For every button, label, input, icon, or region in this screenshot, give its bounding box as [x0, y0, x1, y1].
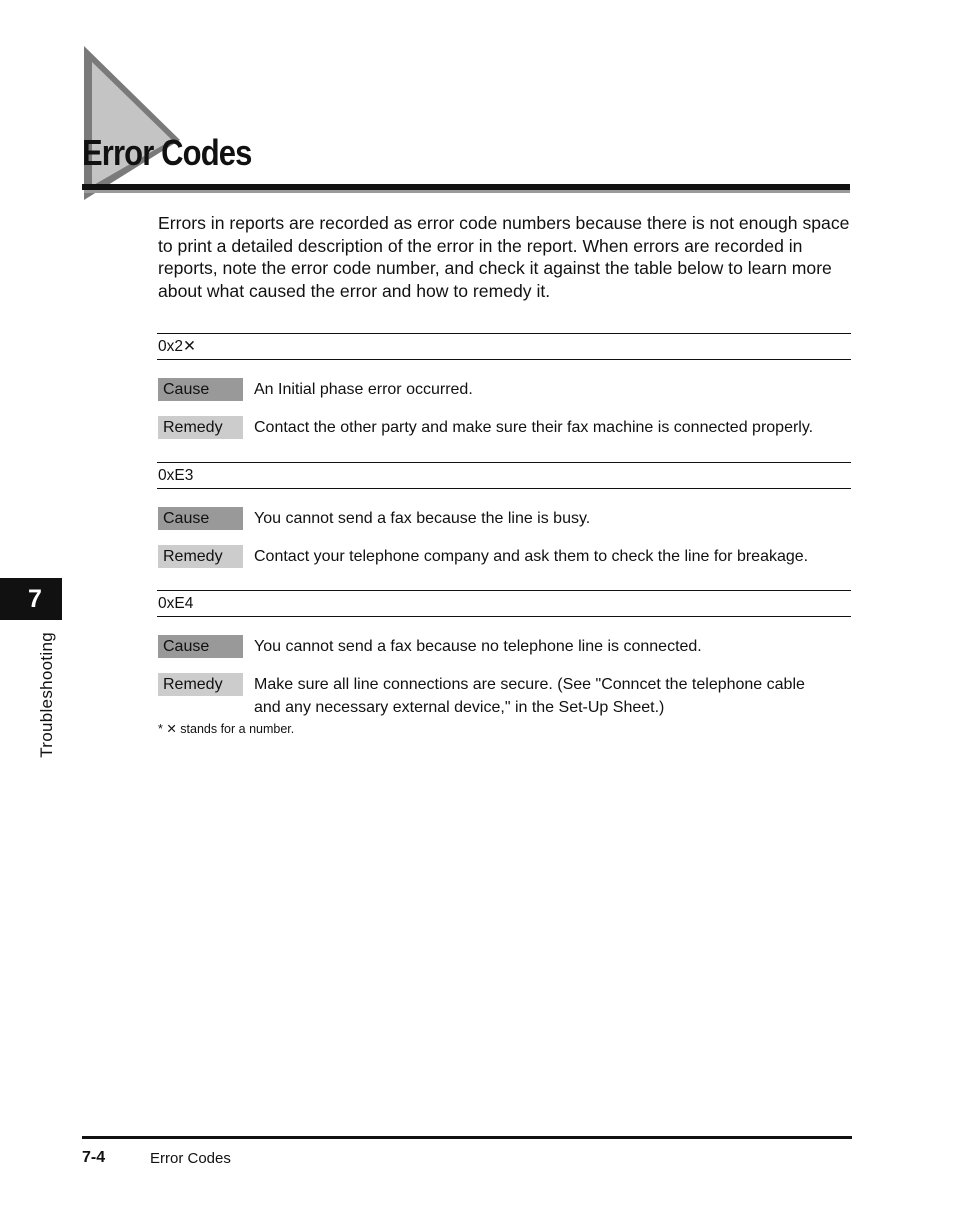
chapter-triangle-graphic: [80, 44, 190, 204]
remedy-label: Remedy: [158, 545, 243, 568]
remedy-label: Remedy: [158, 673, 243, 696]
remedy-text: Contact your telephone company and ask them to check the line for breakage.: [254, 548, 809, 565]
remedy-text-line: Make sure all line connections are secure. (See "Conncet the telephone cable: [254, 676, 805, 693]
footnote: * ✕ stands for a number.: [158, 722, 295, 736]
error-code-header: 0xE3: [157, 462, 851, 489]
footer-page-number: 7-4: [82, 1149, 106, 1166]
chapter-side-label: Troubleshooting: [37, 632, 56, 758]
cause-label: Cause: [158, 635, 243, 658]
chapter-tab: [0, 578, 62, 620]
error-code-header: 0xE4: [157, 590, 851, 617]
cause-text: You cannot send a fax because no telephone line is connected.: [254, 638, 702, 655]
remedy-text: [254, 673, 854, 719]
error-code-header: 0x2✕: [157, 333, 851, 360]
remedy-text-line: and any necessary external device," in the Set-Up Sheet.): [254, 699, 665, 716]
footer-section-title: Error Codes: [150, 1150, 231, 1167]
intro-paragraph: Errors in reports are recorded as error code numbers because there is not enough space to print a detailed description of the error in the report. When errors are recorded in reports, note the error code number, and check it against the table below to learn more about what caused the error and how to remedy it.: [158, 213, 850, 301]
chapter-number: 7: [28, 585, 42, 613]
title-rule-shadow: [84, 190, 850, 193]
page-title: Error Codes: [82, 132, 252, 173]
cause-text: You cannot send a fax because the line is busy.: [254, 510, 591, 527]
remedy-label: Remedy: [158, 416, 243, 439]
remedy-text: Contact the other party and make sure their fax machine is connected properly.: [254, 419, 814, 436]
cause-text: An Initial phase error occurred.: [254, 381, 473, 398]
cause-label: Cause: [158, 378, 243, 401]
footer-rule: [82, 1136, 852, 1139]
cause-label: Cause: [158, 507, 243, 530]
